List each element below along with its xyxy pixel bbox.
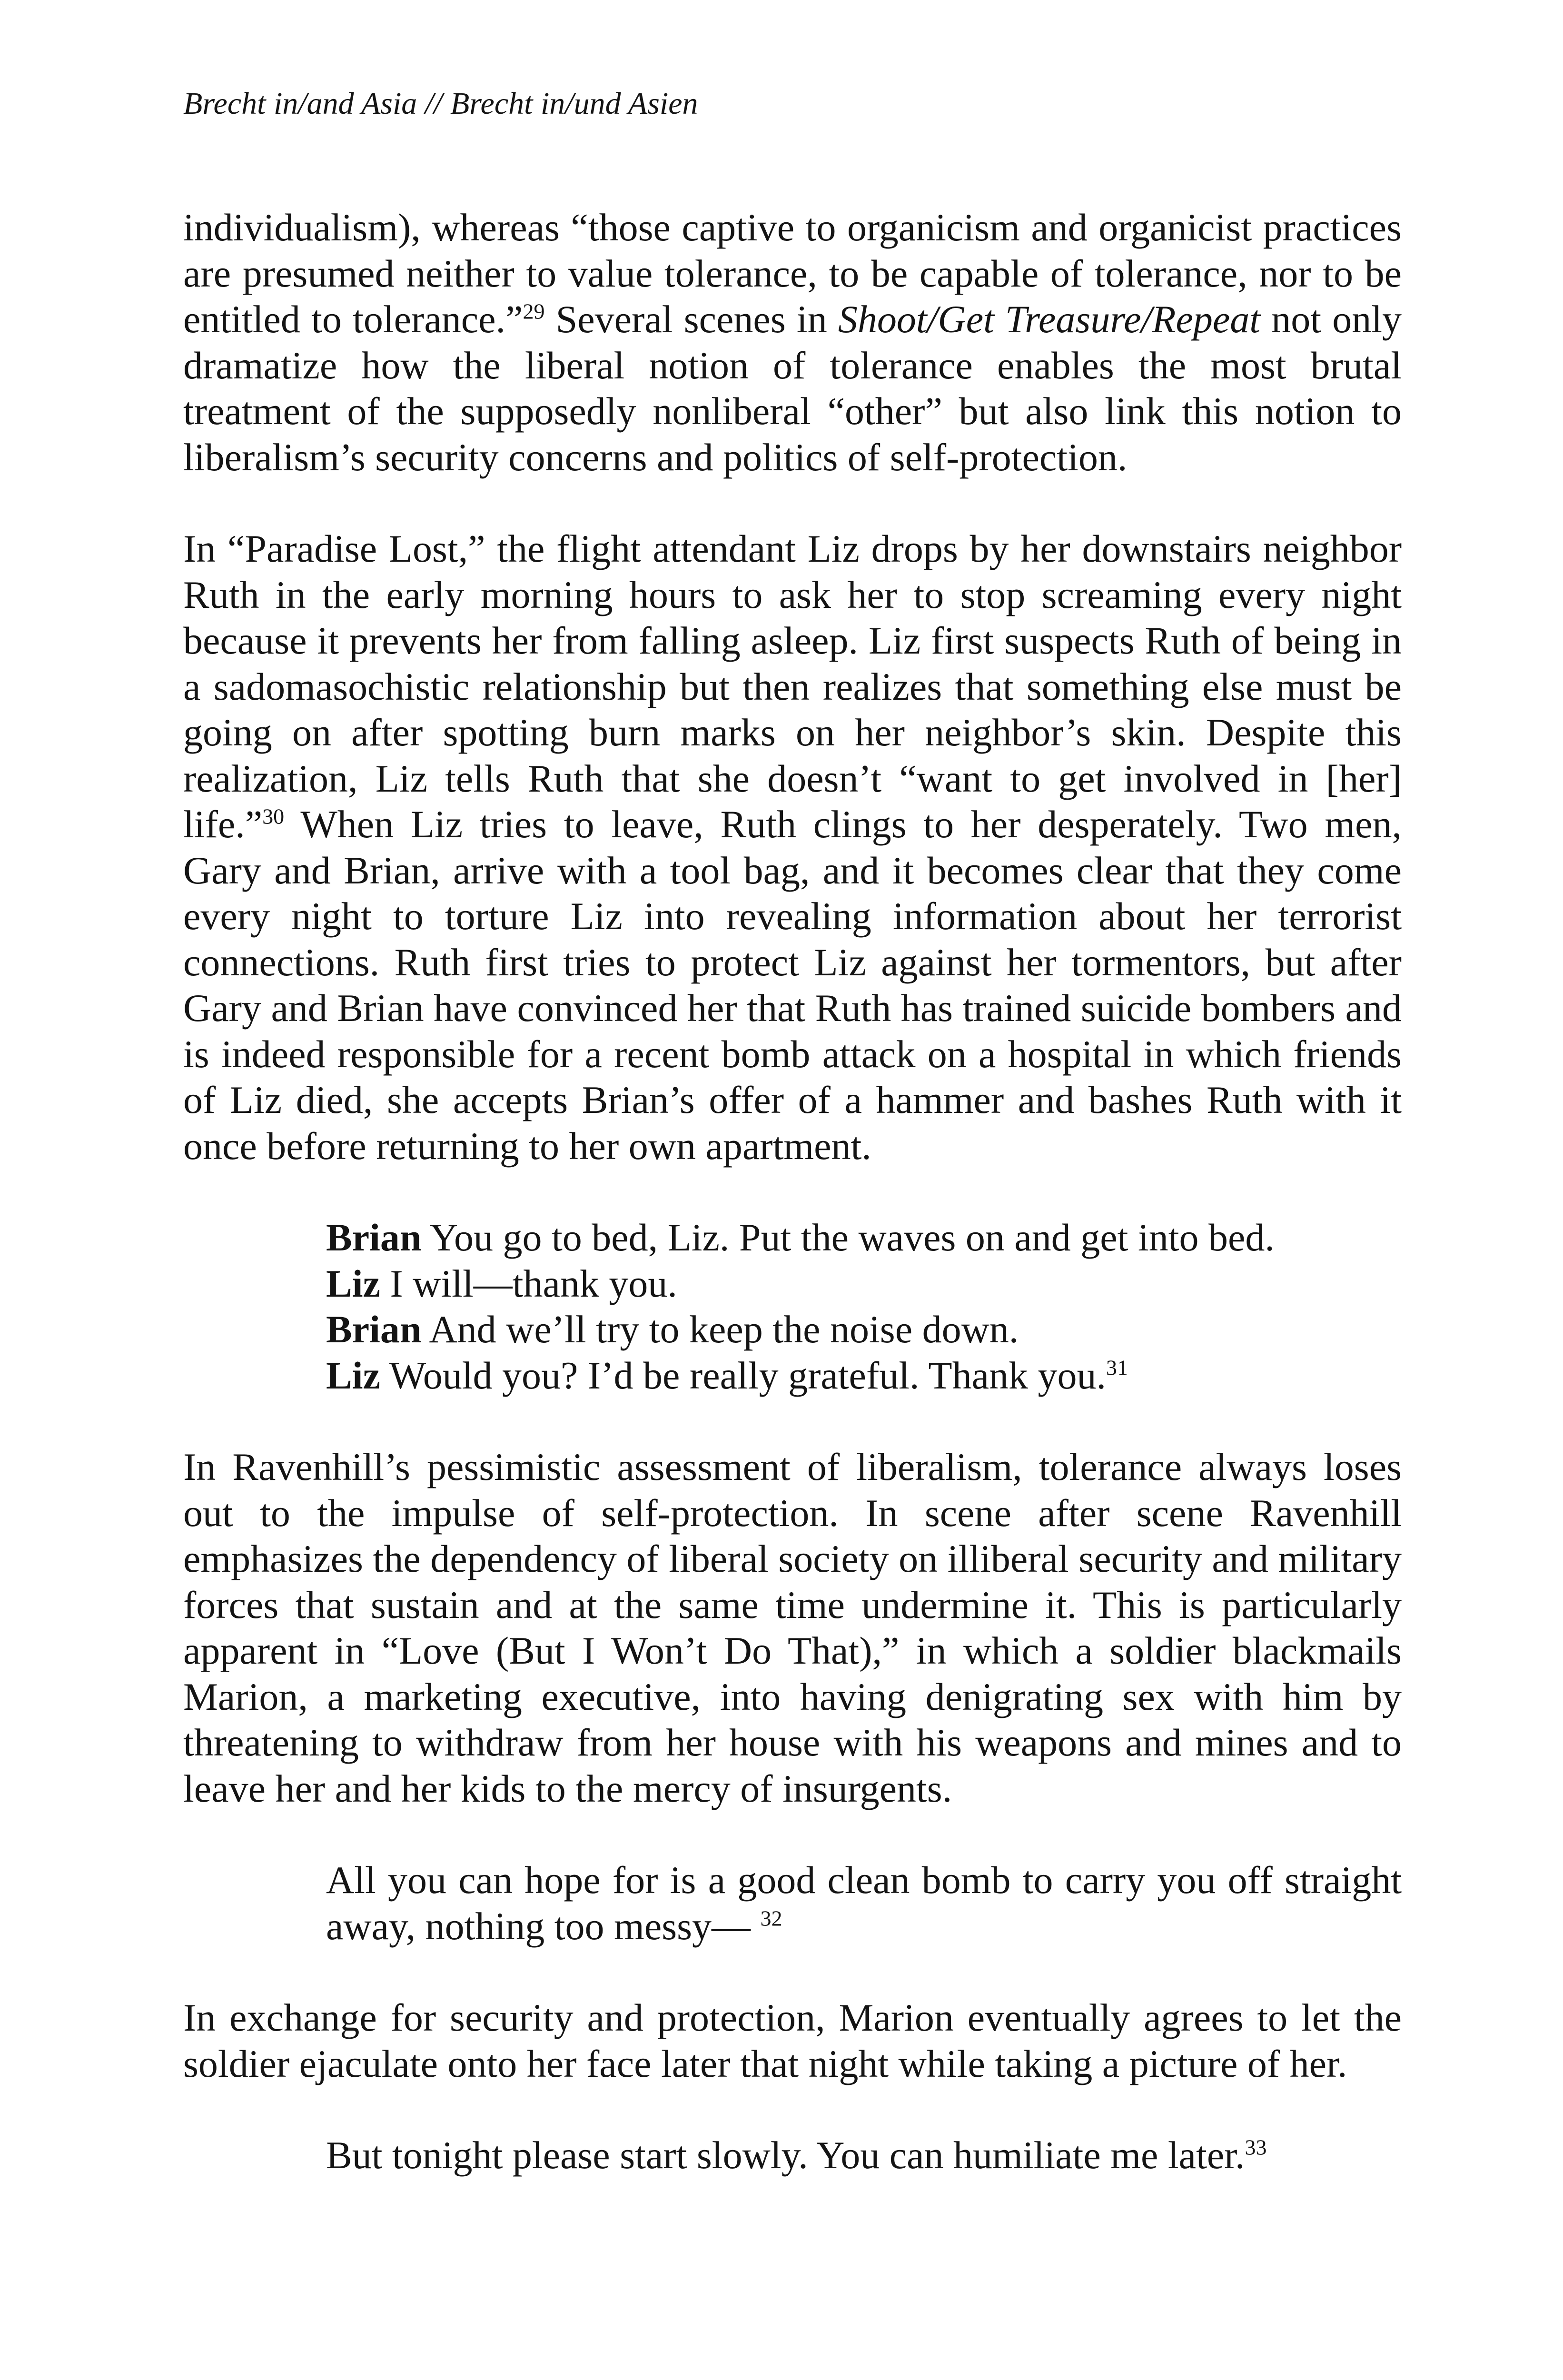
dialogue-line [326,1261,1402,1307]
footnote-ref: 33 [1245,2135,1267,2160]
paragraph [183,205,1402,480]
body-text [183,205,1402,2179]
paragraph-text: Several scenes in [544,298,838,341]
footnote-ref: 29 [523,299,545,324]
paragraph-text: In “Paradise Lost,” the flight attendant Liz drops by her downstairs neighbor Ruth in the early morning hours to ask her to stop screaming every night because it prevents her from falling asleep. Liz first suspects Ruth of being in a sadomasochistic relationship but then realizes that something else must be going on after spotting burn marks on her neighbor’s skin. Despite this realization, Liz tells Ruth that she doesn’t “want to get involved in [her] life.” [183,527,1402,846]
paragraph: In Ravenhill’s pessimistic assessment of liberalism, tolerance always loses out to the impulse of self-protection. In scene after scene Ravenhill emphasizes the dependency of liberal society on illiberal security and military forces that sustain and at the same time undermine it. This is particularly apparent in “Love (But I Won’t Do That),” in which a soldier blackmails Marion, a marketing executive, into having denigrating sex with him by threatening to withdraw from her house with his weapons and mines and to leave her and her kids to the mercy of insurgents. [183,1445,1402,1810]
paragraph-text: When Liz tries to leave, Ruth clings to her desperately. Two men, Gary and Brian, arrive with a tool bag, and it becomes clear that they come every night to torture Liz into revealing information about her terrorist connections. Ruth first tries to protect Liz against her tormentors, but after Gary and Brian have convinced her that Ruth has trained suicide bombers and is indeed responsible for a recent bomb attack on a hospital in which friends of Liz died, she accepts Brian’s offer of a hammer and bashes Ruth with it once before returning to her own apartment. [183,803,1402,1168]
paragraph [183,526,1402,1169]
play-title: Shoot/Get Treasure/Repeat [838,298,1261,341]
footnote-ref: 31 [1106,1355,1128,1380]
paragraph-text: not only dramatize how the liberal notion of tolerance enables the most brutal treatment of the supposedly nonliberal “other” but also link this notion to liberalism’s security concerns and politics of self-protection. [183,298,1402,479]
running-head: Brecht in/and Asia // Brecht in/und Asien [183,86,698,121]
paragraph-text: individualism), whereas “those captive to organicism and organicist practices are presumed neither to value tolerance, to be capable of tolerance, nor to be entitled to tolerance.” [183,206,1402,341]
dialogue-text: And we’ll try to keep the noise down. [421,1308,1019,1351]
paragraph: In exchange for security and protection, Marion eventually agrees to let the soldier ejaculate onto her face later that night while taking a picture of her. [183,1996,1402,2085]
speaker-name: Brian [326,1216,422,1259]
block-quote [326,1857,1402,1949]
speaker-name: Liz [326,1261,380,1305]
dialogue-text: I will—thank you. [380,1261,677,1305]
dialogue-text: Would you? I’d be really grateful. Thank you. [380,1353,1107,1397]
footnote-ref: 30 [262,804,285,829]
dialogue-line [326,1215,1402,1261]
quote-text: But tonight please start slowly. You can humiliate me later. [326,2133,1245,2177]
speaker-name: Liz [326,1353,380,1397]
dialogue-text: You go to bed, Liz. Put the waves on and get into bed. [421,1216,1275,1259]
dialogue-line [326,1353,1402,1399]
block-quote [326,2132,1402,2179]
dialogue-quote [326,1215,1402,1398]
dialogue-line [326,1307,1402,1353]
footnote-ref: 32 [760,1906,782,1931]
quote-text: All you can hope for is a good clean bomb to carry you off straight away, nothing too messy— [326,1858,1402,1948]
speaker-name: Brian [326,1308,422,1351]
